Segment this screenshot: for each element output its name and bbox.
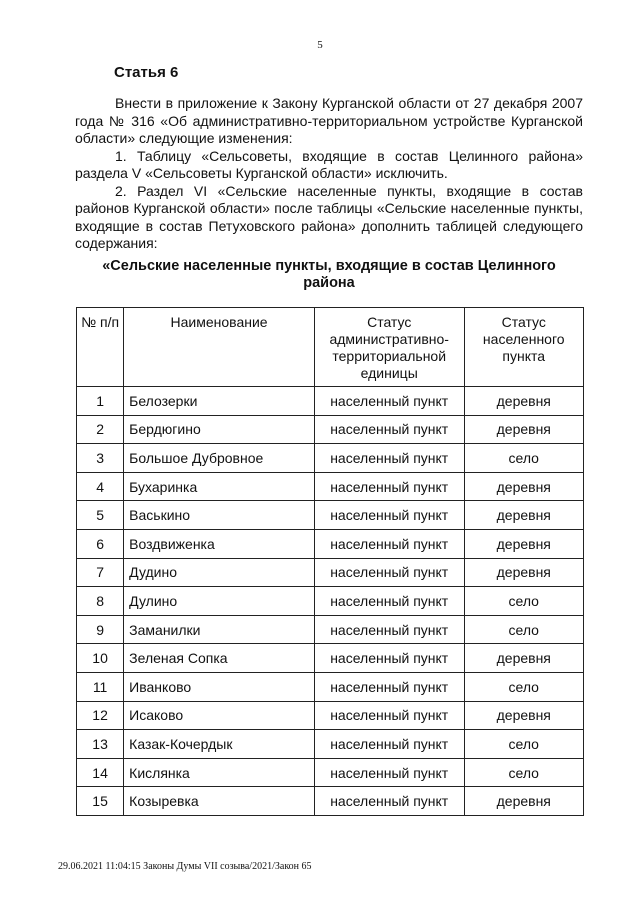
article-title: Статья 6	[114, 64, 179, 81]
cell-name: Заманилки	[124, 615, 315, 644]
table-title: «Сельские населенные пункты, входящие в состав Целинного района	[102, 258, 556, 291]
cell-name: Дудино	[124, 558, 315, 587]
table-row	[77, 587, 584, 616]
cell-settlement-status: деревня	[464, 501, 584, 530]
cell-admin-status: населенный пункт	[314, 529, 464, 558]
table-row	[77, 387, 584, 416]
cell-name: Исаково	[124, 701, 315, 730]
cell-admin-status: населенный пункт	[314, 558, 464, 587]
table-row	[77, 529, 584, 558]
header-settlement-status: Статус населенного пункта	[464, 308, 584, 387]
cell-name: Большое Дубровное	[124, 444, 315, 473]
cell-num: 9	[77, 615, 124, 644]
intro-paragraph: Внести в приложение к Закону Курганской области от 27 декабря 2007 года № 316 «Об административно-территориальном устройстве Курганской области» следующие изменения:	[75, 95, 583, 146]
cell-admin-status: населенный пункт	[314, 444, 464, 473]
cell-admin-status: населенный пункт	[314, 787, 464, 816]
cell-num: 5	[77, 501, 124, 530]
cell-admin-status: населенный пункт	[314, 758, 464, 787]
cell-settlement-status: село	[464, 587, 584, 616]
cell-name: Воздвиженка	[124, 529, 315, 558]
table-row	[77, 472, 584, 501]
table-row	[77, 730, 584, 759]
document-footer: 29.06.2021 11:04:15 Законы Думы VII созыва/2021/Закон 65	[58, 861, 312, 872]
cell-admin-status: населенный пункт	[314, 415, 464, 444]
cell-name: Кислянка	[124, 758, 315, 787]
table-row	[77, 701, 584, 730]
cell-admin-status: населенный пункт	[314, 701, 464, 730]
table-body	[77, 387, 584, 816]
cell-settlement-status: село	[464, 615, 584, 644]
cell-settlement-status: деревня	[464, 387, 584, 416]
cell-admin-status: населенный пункт	[314, 501, 464, 530]
cell-settlement-status: деревня	[464, 701, 584, 730]
settlements-table	[76, 307, 584, 816]
table-row	[77, 672, 584, 701]
cell-settlement-status: деревня	[464, 472, 584, 501]
cell-name: Белозерки	[124, 387, 315, 416]
table-row	[77, 615, 584, 644]
cell-admin-status: населенный пункт	[314, 472, 464, 501]
header-admin-status: Статус административно-территориальной единицы	[314, 308, 464, 387]
cell-num: 7	[77, 558, 124, 587]
cell-num: 4	[77, 472, 124, 501]
cell-num: 8	[77, 587, 124, 616]
cell-admin-status: населенный пункт	[314, 615, 464, 644]
cell-name: Козыревка	[124, 787, 315, 816]
header-name: Наименование	[124, 308, 315, 387]
article-body	[75, 95, 583, 253]
table-row	[77, 644, 584, 673]
table-row	[77, 444, 584, 473]
amendment-2-paragraph: 2. Раздел VI «Сельские населенные пункты, входящие в состав районов Курганской области» после таблицы «Сельские населенные пункты, входящие в состав Петуховского района» дополнить таблицей следующего содержания:	[75, 182, 583, 251]
cell-name: Зеленая Сопка	[124, 644, 315, 673]
table-row	[77, 558, 584, 587]
cell-settlement-status: село	[464, 730, 584, 759]
table-header-row	[77, 308, 584, 387]
cell-admin-status: населенный пункт	[314, 387, 464, 416]
cell-admin-status: населенный пункт	[314, 730, 464, 759]
amendment-1-paragraph: 1. Таблицу «Сельсоветы, входящие в состав Целинного района» раздела V «Сельсоветы Курганской области» исключить.	[75, 147, 583, 181]
table-row	[77, 501, 584, 530]
cell-settlement-status: деревня	[464, 644, 584, 673]
cell-num: 6	[77, 529, 124, 558]
cell-name: Бердюгино	[124, 415, 315, 444]
table-row	[77, 787, 584, 816]
cell-num: 2	[77, 415, 124, 444]
cell-admin-status: населенный пункт	[314, 587, 464, 616]
cell-name: Дулино	[124, 587, 315, 616]
cell-settlement-status: деревня	[464, 787, 584, 816]
cell-settlement-status: деревня	[464, 415, 584, 444]
cell-settlement-status: село	[464, 758, 584, 787]
table-row	[77, 415, 584, 444]
cell-settlement-status: деревня	[464, 558, 584, 587]
cell-admin-status: населенный пункт	[314, 644, 464, 673]
cell-settlement-status: село	[464, 672, 584, 701]
cell-admin-status: населенный пункт	[314, 672, 464, 701]
cell-num: 11	[77, 672, 124, 701]
table-row	[77, 758, 584, 787]
cell-settlement-status: деревня	[464, 529, 584, 558]
cell-settlement-status: село	[464, 444, 584, 473]
cell-num: 14	[77, 758, 124, 787]
cell-name: Бухаринка	[124, 472, 315, 501]
header-num: № п/п	[77, 308, 124, 387]
cell-num: 15	[77, 787, 124, 816]
cell-num: 10	[77, 644, 124, 673]
cell-num: 12	[77, 701, 124, 730]
cell-name: Васькино	[124, 501, 315, 530]
cell-name: Иванково	[124, 672, 315, 701]
cell-num: 1	[77, 387, 124, 416]
cell-name: Казак-Кочердык	[124, 730, 315, 759]
cell-num: 3	[77, 444, 124, 473]
cell-num: 13	[77, 730, 124, 759]
page-number: 5	[317, 39, 323, 51]
